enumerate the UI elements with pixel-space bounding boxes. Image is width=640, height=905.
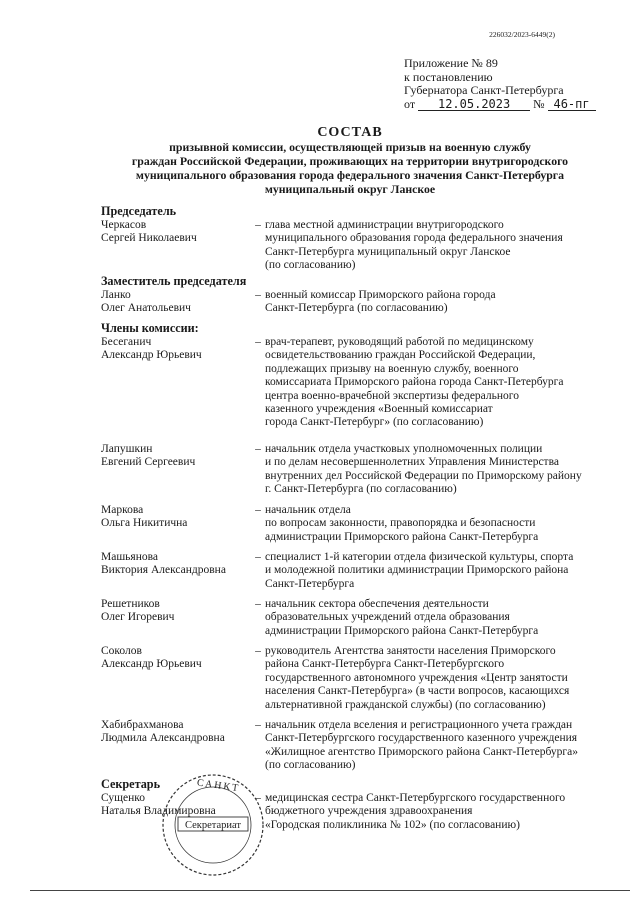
- member-role: начальник отдела вселения и регистрационного учета граждан Санкт-Петербургского государственного казенного учреждения «Жилищное агентство Приморского района Санкт-Петербурга» (по согласованию): [265, 719, 578, 772]
- appendix-date-row: [404, 98, 596, 112]
- member-name: Решетников Олег Игоревич: [101, 598, 175, 624]
- stamp-ring-text: САНКТ: [196, 777, 241, 795]
- member-role: начальник отдела участковых уполномоченных полиции и по делам несовершеннолетних Управления Министерства внутренних дел Российской Федерации по Приморскому району г. Санкт-Петербурга (по согласованию): [265, 443, 582, 496]
- appendix-line: Приложение № 89: [404, 56, 498, 70]
- section-chairman: Председатель: [101, 204, 177, 218]
- member-role: руководитель Агентства занятости населения Приморского района Санкт-Петербурга Санкт-Петербургского государственного автономного учреждения «Центр занятости населения Санкт-Петербурга» (в части вопросов, касающихся альтернативной гражданской службы) (по согласованию): [265, 645, 570, 711]
- document-number: 226032/2023-6449(2): [489, 30, 555, 39]
- dash: –: [255, 336, 261, 348]
- member-role: глава местной администрации внутригородского муниципального образования города федерального значения Санкт-Петербурга муниципальный округ Ланское (по согласованию): [265, 219, 563, 272]
- member-name: Соколов Александр Юрьевич: [101, 645, 202, 671]
- dash: –: [255, 289, 261, 301]
- member-role: врач-терапевт, руководящий работой по медицинскому освидетельствованию граждан Российской Федерации, подлежащих призыву на военную службу, военного комиссариата Приморского района города Санкт-Петербурга центра военно-врачебной экспертизы федерального казенного учреждения «Военный комиссариат города Санкт-Петербург» (по согласованию): [265, 336, 564, 429]
- member-role: медицинская сестра Санкт-Петербургского государственного бюджетного учреждения здравоохранения «Городская поликлиника № 102» (по согласованию): [265, 792, 566, 831]
- decree-date: 12.05.2023: [418, 98, 530, 111]
- dash: –: [255, 504, 261, 516]
- member-role: военный комиссар Приморского района города Санкт-Петербурга (по согласованию): [265, 289, 496, 315]
- decree-number: 46-пг: [548, 98, 596, 111]
- member-name: Сущенко Наталья Владимировна: [101, 792, 216, 818]
- dash: –: [255, 792, 261, 804]
- section-secretary: Секретарь: [101, 777, 161, 791]
- section-members: Члены комиссии:: [101, 321, 199, 335]
- member-role: специалист 1-й категории отдела физической культуры, спорта и молодежной политики администрации Приморского района Санкт-Петербурга: [265, 551, 574, 590]
- member-name: Черкасов Сергей Николаевич: [101, 219, 197, 245]
- subtitle-line: граждан Российской Федерации, проживающих на территории внутригородского: [131, 154, 569, 168]
- appendix-block: [404, 57, 596, 111]
- subtitle-line: призывной комиссии, осуществляющей призыв на военную службу: [169, 140, 531, 154]
- member-name: Машьянова Виктория Александровна: [101, 551, 226, 577]
- member-name: Ланко Олег Анатольевич: [101, 289, 191, 315]
- member-name: Маркова Ольга Никитична: [101, 504, 188, 530]
- dash: –: [255, 219, 261, 231]
- member-name: Бесеганич Александр Юрьевич: [101, 336, 202, 362]
- bottom-rule: [30, 890, 630, 891]
- member-role: начальник отдела по вопросам законности, правопорядка и безопасности администрации Приморского района Санкт-Петербурга: [265, 504, 539, 543]
- stamp-center-text: Секретариат: [184, 820, 242, 831]
- member-role: начальник сектора обеспечения деятельности образовательных учреждений отдела образования администрации Приморского района Санкт-Петербурга: [265, 598, 539, 637]
- subtitle-line: муниципальный округ Ланское: [264, 182, 436, 196]
- appendix-line: Губернатора Санкт-Петербурга: [404, 83, 564, 98]
- member-name: Хабибрахманова Людмила Александровна: [101, 719, 225, 745]
- subtitle-line: муниципального образования города федерального значения Санкт-Петербурга: [135, 168, 565, 182]
- official-stamp: [158, 770, 268, 880]
- document-subtitle: [60, 140, 640, 196]
- dash: –: [255, 645, 261, 657]
- dash: –: [255, 443, 261, 455]
- dash: –: [255, 719, 261, 731]
- section-deputy: Заместитель председателя: [101, 274, 247, 288]
- number-prefix: №: [533, 96, 545, 111]
- dash: –: [255, 598, 261, 610]
- dash: –: [255, 551, 261, 563]
- appendix-line: к постановлению: [404, 69, 493, 84]
- date-prefix: от: [404, 96, 416, 111]
- document-title: СОСТАВ: [317, 125, 383, 140]
- member-name: Лапушкин Евгений Сергеевич: [101, 443, 196, 469]
